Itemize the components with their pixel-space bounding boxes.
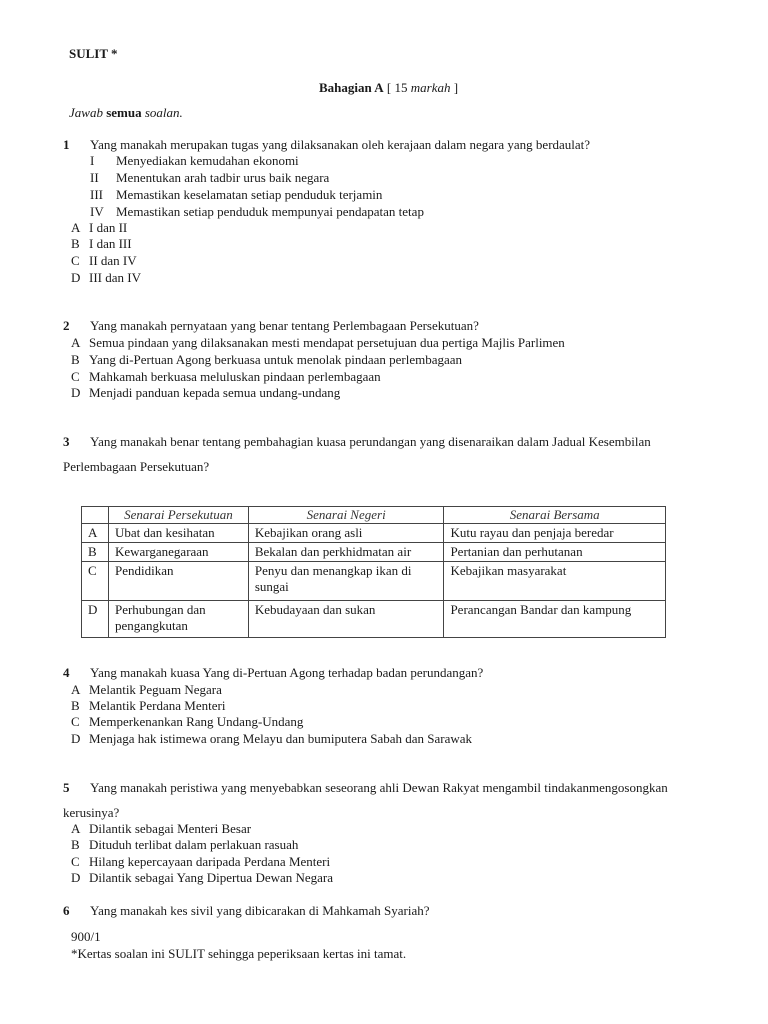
paper-code: 900/1 <box>71 929 101 944</box>
row-label: B <box>82 543 109 562</box>
section-marks-close: ] <box>450 80 459 95</box>
roman-item: IV Memastikan setiap penduduk mempunyai pendapatan tetap <box>90 204 424 219</box>
question-number: 3 <box>63 434 70 449</box>
table-cell: Penyu dan menangkap ikan di sungai <box>248 562 444 601</box>
table-cell: Kutu rayau dan penjaja beredar <box>444 524 666 543</box>
table-cell: Perancangan Bandar dan kampung <box>444 601 666 638</box>
confidential-note: *Kertas soalan ini SULIT sehingga peperiksaan kertas ini tamat. <box>71 946 407 961</box>
question-text: Yang manakah pernyataan yang benar tentang Perlembagaan Persekutuan? <box>90 318 479 333</box>
question-number: 4 <box>63 665 70 680</box>
row-label: A <box>82 524 109 543</box>
table-cell: Perhubungan dan pengangkutan <box>108 601 248 638</box>
question-number: 5 <box>63 780 70 795</box>
table-cell: Kebajikan masyarakat <box>444 562 666 601</box>
option-a[interactable]: A Dilantik sebagai Menteri Besar <box>71 821 252 836</box>
question-text-line1: Yang manakah peristiwa yang menyebabkan seseorang ahli Dewan Rakyat mengambil tindakanmengosongkan <box>90 780 668 795</box>
instruction-p2: semua <box>106 105 142 120</box>
table-row[interactable] <box>82 524 666 543</box>
row-label: C <box>82 562 109 601</box>
table-header: Senarai Negeri <box>248 507 444 524</box>
option-a[interactable]: A Semua pindaan yang dilaksanakan mesti mendapat persetujuan dua pertiga Majlis Parlimen <box>71 335 565 350</box>
option-a[interactable]: A Melantik Peguam Negara <box>71 682 222 697</box>
table-cell: Kebudayaan dan sukan <box>248 601 444 638</box>
option-d[interactable]: D Menjadi panduan kepada semua undang-undang <box>71 385 341 400</box>
question-number: 6 <box>63 903 70 918</box>
table-row[interactable] <box>82 562 666 601</box>
instruction <box>69 105 183 121</box>
table-cell: Bekalan dan perkhidmatan air <box>248 543 444 562</box>
option-c[interactable]: C Mahkamah berkuasa meluluskan pindaan perlembagaan <box>71 369 381 384</box>
option-d[interactable]: D Dilantik sebagai Yang Dipertua Dewan Negara <box>71 870 334 885</box>
table-header-blank <box>82 507 109 524</box>
table-cell: Kebajikan orang asli <box>248 524 444 543</box>
instruction-p3: soalan. <box>141 105 183 120</box>
question-number: 2 <box>63 318 70 333</box>
sulit-label: SULIT * <box>69 46 118 61</box>
question-text-line2: kerusinya? <box>63 805 120 820</box>
table-cell: Pertanian dan perhutanan <box>444 543 666 562</box>
section-marks-open: [ 15 <box>386 80 411 95</box>
option-d[interactable]: D III dan IV <box>71 270 141 285</box>
option-b[interactable]: B I dan III <box>71 236 132 251</box>
roman-item: II Menentukan arah tadbir urus baik negara <box>90 170 330 185</box>
table-row[interactable] <box>82 543 666 562</box>
row-label: D <box>82 601 109 638</box>
table-row[interactable] <box>82 601 666 638</box>
section-title <box>319 80 458 96</box>
section-title-text: Bahagian A <box>319 80 384 95</box>
question-text-line2: Perlembagaan Persekutuan? <box>63 459 210 474</box>
table-cell: Kewarganegaraan <box>108 543 248 562</box>
option-b[interactable]: B Melantik Perdana Menteri <box>71 698 226 713</box>
question-text: Yang manakah merupakan tugas yang dilaksanakan oleh kerajaan dalam negara yang berdaulat? <box>90 137 591 152</box>
roman-item: I Menyediakan kemudahan ekonomi <box>90 153 299 168</box>
table-cell: Pendidikan <box>108 562 248 601</box>
option-b[interactable]: B Yang di-Pertuan Agong berkuasa untuk menolak pindaan perlembagaan <box>71 352 463 367</box>
table-header: Senarai Persekutuan <box>108 507 248 524</box>
option-a[interactable]: A I dan II <box>71 220 128 235</box>
question-number: 1 <box>63 137 70 152</box>
answer-table <box>81 506 666 638</box>
option-c[interactable]: C Memperkenankan Rang Undang-Undang <box>71 714 304 729</box>
table-header-row <box>82 507 666 524</box>
section-marks-word: markah <box>410 80 451 95</box>
option-c[interactable]: C II dan IV <box>71 253 137 268</box>
question-text: Yang manakah kes sivil yang dibicarakan di Mahkamah Syariah? <box>90 903 430 918</box>
roman-item: III Memastikan keselamatan setiap penduduk terjamin <box>90 187 383 202</box>
instruction-p1: Jawab <box>69 105 107 120</box>
option-d[interactable]: D Menjaga hak istimewa orang Melayu dan bumiputera Sabah dan Sarawak <box>71 731 473 746</box>
question-text-line1: Yang manakah benar tentang pembahagian kuasa perundangan yang disenaraikan dalam Jadual Kesembilan <box>90 434 651 449</box>
option-b[interactable]: B Dituduh terlibat dalam perlakuan rasuah <box>71 837 299 852</box>
table-header: Senarai Bersama <box>444 507 666 524</box>
question-text: Yang manakah kuasa Yang di-Pertuan Agong terhadap badan perundangan? <box>90 665 484 680</box>
table-cell: Ubat dan kesihatan <box>108 524 248 543</box>
option-c[interactable]: C Hilang kepercayaan daripada Perdana Menteri <box>71 854 331 869</box>
